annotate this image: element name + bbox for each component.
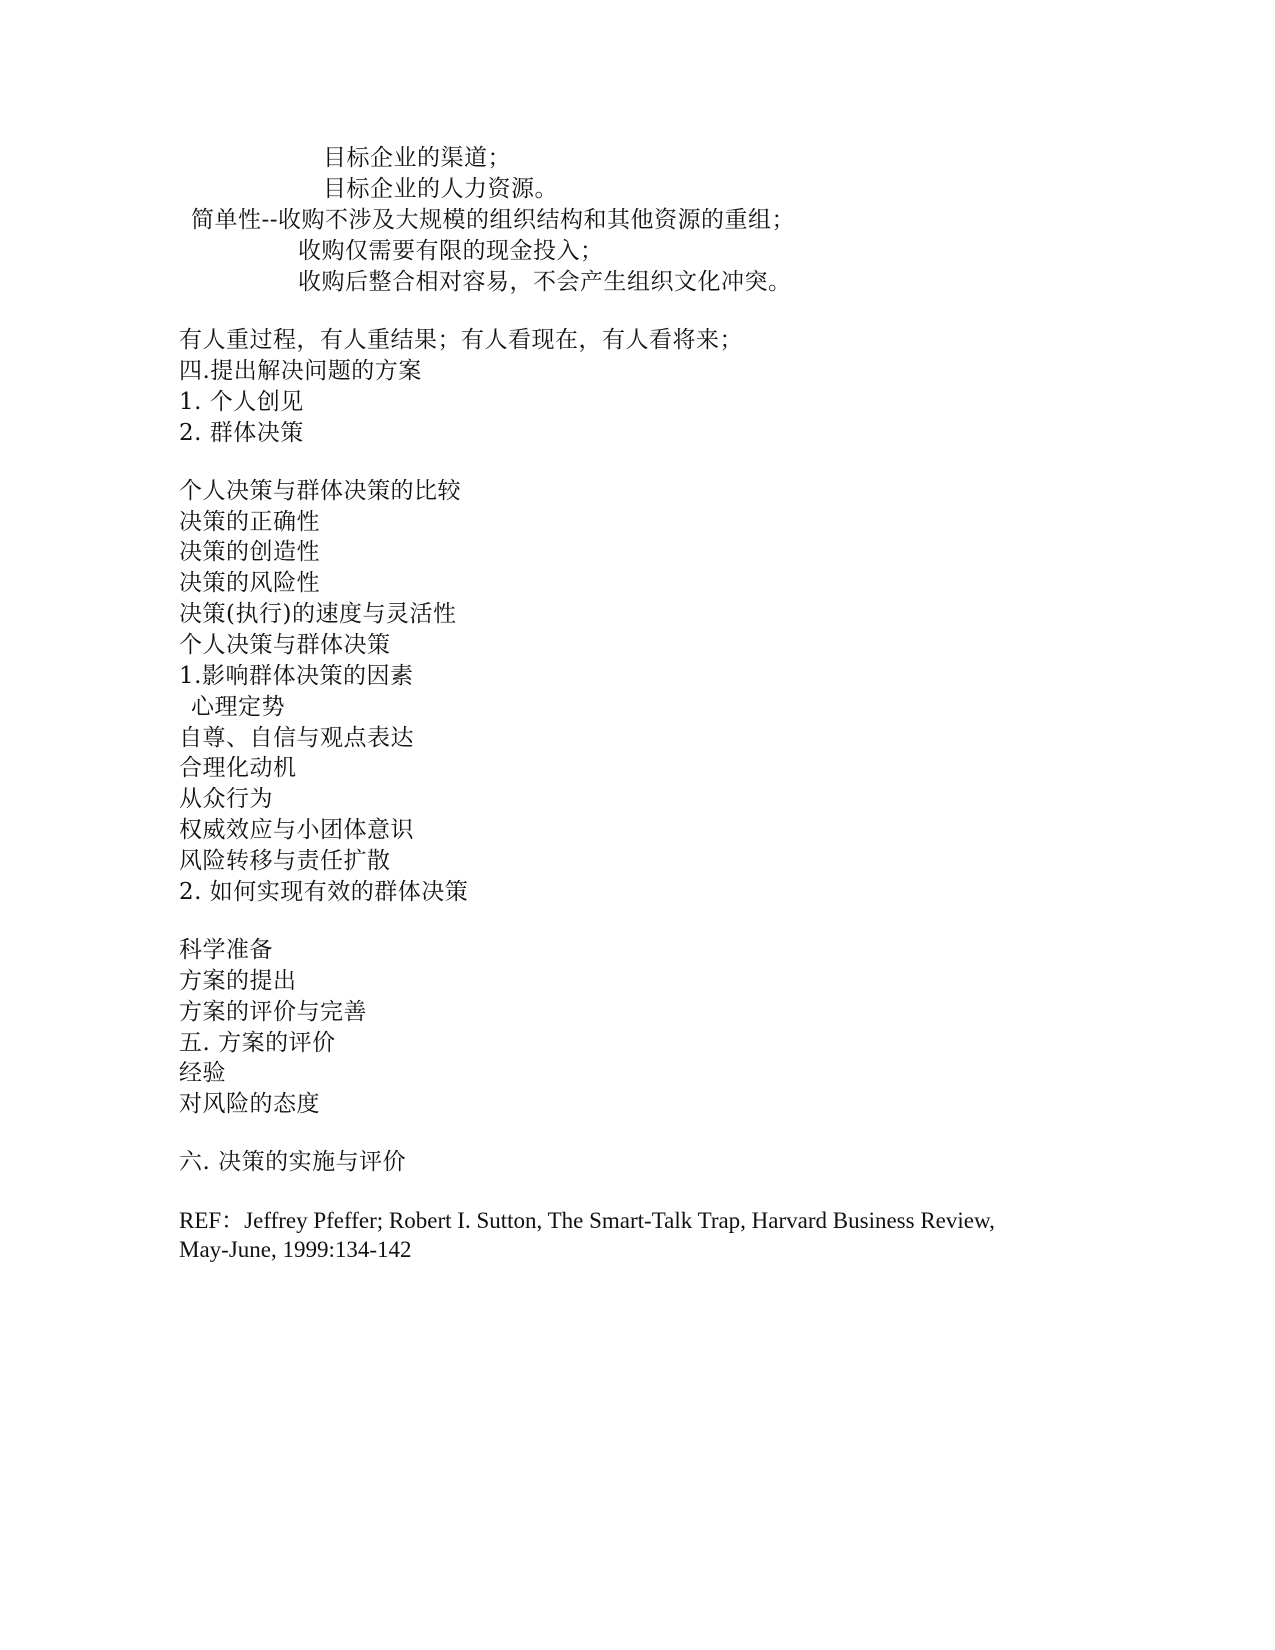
text-line-hr: 目标企业的人力资源。 [323,176,558,202]
text-line-simplicity: 简单性--收购不涉及大规模的组织结构和其他资源的重组； [191,207,796,233]
reference-line-2: May-June, 1999:134-142 [179,1237,412,1262]
section-heading-4: 四.提出解决问题的方案 [179,358,422,384]
text-line-authority: 权威效应与小团体意识 [179,817,414,843]
comparison-subtitle: 个人决策与群体决策 [179,632,391,658]
text-line-cash: 收购仅需要有限的现金投入； [298,238,604,264]
text-line-conformity: 从众行为 [179,786,273,812]
text-line-experience: 经验 [179,1060,226,1086]
effective-heading: 2. 如何实现有效的群体决策 [179,879,469,905]
text-line-creativity: 决策的创造性 [179,539,320,565]
text-line-mindset: 心理定势 [191,694,285,720]
text-line-channel: 目标企业的渠道； [323,145,511,171]
text-line-risk-shift: 风险转移与责任扩散 [179,848,391,874]
list-item-group: 2. 群体决策 [179,420,304,446]
factors-heading: 1.影响群体决策的因素 [179,663,414,689]
text-line-risk: 决策的风险性 [179,570,320,596]
text-line-science: 科学准备 [179,937,273,963]
reference-line-1: REF：Jeffrey Pfeffer; Robert I. Sutton, The Smart-Talk Trap, Harvard Business Review, [179,1208,995,1233]
text-line-proposal: 方案的提出 [179,968,297,994]
text-line-rationalization: 合理化动机 [179,755,297,781]
comparison-title: 个人决策与群体决策的比较 [179,478,461,504]
text-line-evaluation-refine: 方案的评价与完善 [179,999,367,1025]
text-line-views: 有人重过程，有人重结果；有人看现在，有人看将来； [179,327,743,353]
text-line-risk-attitude: 对风险的态度 [179,1091,320,1117]
section-heading-5: 五. 方案的评价 [179,1030,336,1056]
text-line-speed: 决策(执行)的速度与灵活性 [179,601,457,627]
list-item-individual: 1. 个人创见 [179,389,304,415]
text-line-self-esteem: 自尊、自信与观点表达 [179,725,414,751]
text-line-correctness: 决策的正确性 [179,509,320,535]
section-heading-6: 六. 决策的实施与评价 [179,1149,407,1175]
text-line-integration: 收购后整合相对容易，不会产生组织文化冲突。 [298,269,792,295]
